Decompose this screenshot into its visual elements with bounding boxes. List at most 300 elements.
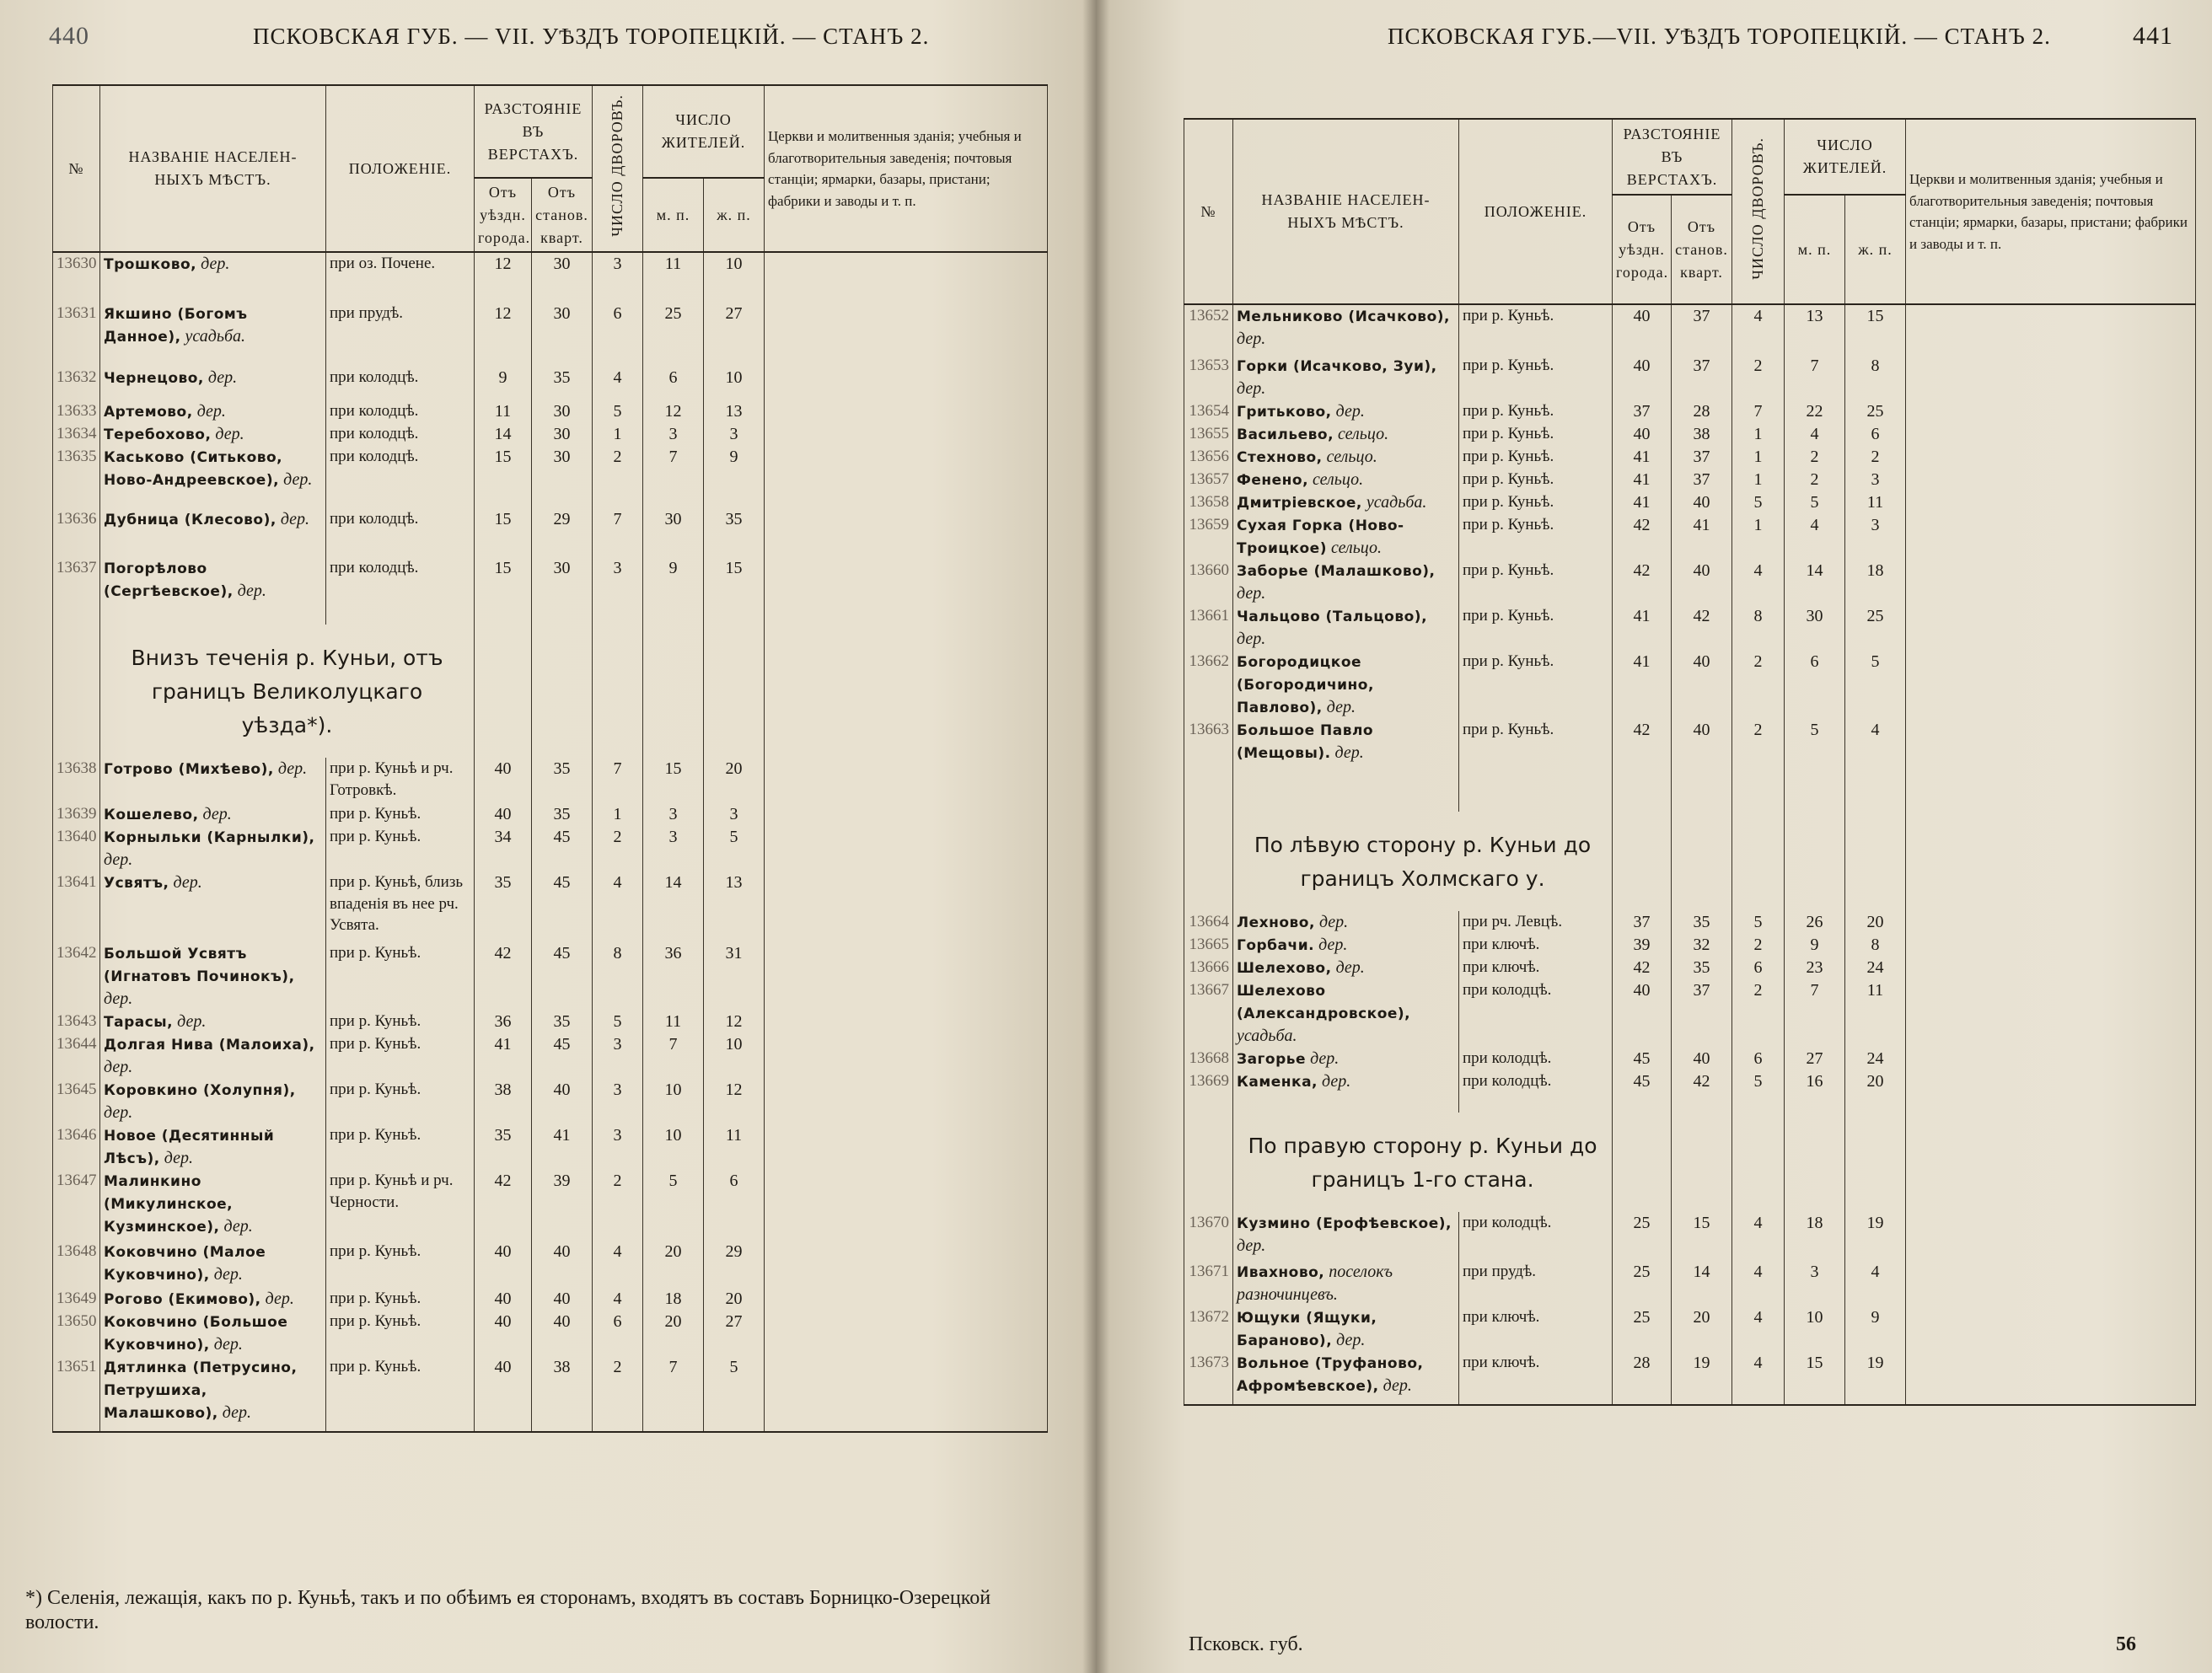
settlement-name-cell — [100, 400, 326, 423]
settlement-name-cell — [1233, 1048, 1459, 1070]
households-count: 6 — [593, 303, 643, 367]
section-empty-cell — [704, 625, 765, 758]
right-settlements-table — [1184, 118, 2196, 1406]
section-empty-cell — [1845, 1113, 1906, 1212]
left-page — [0, 0, 1096, 1673]
section-number-cell — [1184, 812, 1233, 911]
distance-town: 45 — [1613, 1048, 1672, 1070]
female-count: 11 — [1845, 979, 1906, 1048]
distance-town: 40 — [475, 803, 532, 826]
table-filler-row — [53, 1424, 1048, 1432]
settlement-type: дер. — [222, 1403, 251, 1422]
female-count: 3 — [704, 803, 765, 826]
table-row — [1184, 934, 2196, 957]
distance-town: 42 — [1613, 514, 1672, 560]
row-number: 13644 — [53, 1033, 100, 1079]
settlement-name-cell — [100, 1011, 326, 1033]
settlement-type: дер. — [1336, 1331, 1366, 1349]
position: при р. Куньѣ. — [326, 1011, 475, 1033]
left-page-title: ПСКОВСКАЯ ГУБ. — VII. УѢЗДЪ ТОРОПЕЦКІЙ. — СТАНЪ 2. — [253, 24, 930, 49]
position: при р. Куньѣ. — [1459, 491, 1613, 514]
settlement-type: дер. — [283, 470, 313, 489]
male-count: 12 — [643, 400, 704, 423]
settlement-name-cell — [100, 803, 326, 826]
distance-station: 35 — [532, 758, 593, 803]
section-empty-cell — [1732, 1113, 1785, 1212]
position: при колодцѣ. — [326, 400, 475, 423]
distance-town: 36 — [475, 1011, 532, 1033]
position: при колодцѣ. — [326, 367, 475, 400]
notes-cell — [765, 367, 1048, 400]
settlement-type: дер. — [265, 1290, 294, 1308]
table-row — [53, 367, 1048, 400]
settlement-name: Погорѣлово (Сергѣевское), — [104, 560, 234, 600]
section-empty-cell — [1613, 1113, 1672, 1212]
distance-town: 35 — [475, 1124, 532, 1170]
settlement-name: Шелехово (Александровское), — [1237, 983, 1411, 1022]
section-empty-cell — [1785, 1113, 1845, 1212]
female-count: 18 — [1845, 560, 1906, 605]
settlement-type: сельцо. — [1338, 425, 1389, 443]
female-count: 6 — [1845, 423, 1906, 446]
distance-town: 15 — [475, 508, 532, 557]
notes-cell — [1906, 911, 2196, 934]
book-spine-shadow — [1082, 0, 1109, 1673]
settlement-type: дер. — [1237, 330, 1266, 348]
households-count: 6 — [1732, 957, 1785, 979]
settlement-type: поселокъ разночинцевъ. — [1237, 1263, 1393, 1304]
settlement-name-cell — [1233, 400, 1459, 423]
distance-station: 35 — [1672, 957, 1732, 979]
female-count: 13 — [704, 400, 765, 423]
notes-cell — [1906, 934, 2196, 957]
position: при р. Куньѣ. — [326, 1079, 475, 1124]
male-count: 30 — [643, 508, 704, 557]
distance-town: 12 — [475, 252, 532, 303]
filler-cell — [593, 1424, 643, 1432]
settlement-name: Корныльки (Карнылки), — [104, 829, 315, 846]
position: при колодцѣ. — [326, 508, 475, 557]
section-heading: Внизъ теченія р. Куньи, отъ границъ Великолуцкаго уѣзда*). — [100, 625, 475, 758]
right-footer-right: 56 — [2116, 1633, 2136, 1655]
male-count: 20 — [643, 1311, 704, 1356]
households-count: 6 — [1732, 1048, 1785, 1070]
distance-station: 35 — [532, 367, 593, 400]
section-heading-row — [1184, 812, 2196, 911]
male-count: 36 — [643, 942, 704, 1011]
position: при р. Куньѣ. — [1459, 719, 1613, 812]
col-header-name: НАЗВАНІЕ НАСЕЛЕН- НЫХЪ МѢСТЪ. — [1233, 119, 1459, 304]
distance-station: 35 — [1672, 911, 1732, 934]
col-header-number: № — [1184, 119, 1233, 304]
position: при р. Куньѣ. — [326, 1311, 475, 1356]
male-count: 5 — [1785, 719, 1845, 812]
settlement-name: Фенено, — [1237, 472, 1309, 489]
col-header-households — [1732, 119, 1785, 304]
male-count: 11 — [643, 252, 704, 303]
section-empty-cell — [765, 625, 1048, 758]
notes-cell — [765, 557, 1048, 625]
households-count: 4 — [1732, 304, 1785, 355]
table-row — [1184, 1261, 2196, 1306]
female-count: 2 — [1845, 446, 1906, 469]
settlement-name-cell — [100, 423, 326, 446]
settlement-name-cell — [1233, 911, 1459, 934]
male-count: 9 — [1785, 934, 1845, 957]
settlement-name-cell — [100, 826, 326, 871]
settlement-name-cell — [100, 1311, 326, 1356]
settlement-name: Дятлинка (Петрусино, Петрушиха, Малашково), — [104, 1359, 298, 1422]
households-count: 8 — [1732, 605, 1785, 651]
male-count: 7 — [643, 1033, 704, 1079]
male-count: 6 — [643, 367, 704, 400]
male-count: 30 — [1785, 605, 1845, 651]
female-count: 3 — [1845, 514, 1906, 560]
section-heading-row — [1184, 1113, 2196, 1212]
row-number: 13662 — [1184, 651, 1233, 719]
settlement-name-cell — [100, 367, 326, 400]
female-count: 27 — [704, 303, 765, 367]
row-number: 13638 — [53, 758, 100, 803]
households-count: 2 — [593, 826, 643, 871]
notes-cell — [765, 1241, 1048, 1288]
settlement-type: усадьба. — [1366, 493, 1427, 512]
section-heading: По лѣвую сторону р. Куньи до границъ Холмскаго у. — [1233, 812, 1613, 911]
distance-station: 40 — [1672, 491, 1732, 514]
row-number: 13645 — [53, 1079, 100, 1124]
section-empty-cell — [593, 625, 643, 758]
position: при прудѣ. — [326, 303, 475, 367]
position: при р. Куньѣ. — [1459, 446, 1613, 469]
right-page-number: 441 — [2133, 22, 2173, 50]
settlement-name: Якшино (Богомъ Данное), — [104, 306, 248, 346]
row-number: 13670 — [1184, 1212, 1233, 1261]
filler-cell — [1672, 1397, 1732, 1405]
settlement-name: Сухая Горка (Ново-Троицкое) — [1237, 517, 1404, 557]
settlement-name: Ющуки (Ящуки, Бараново), — [1237, 1310, 1377, 1349]
households-count: 2 — [593, 446, 643, 508]
position: при р. Куньѣ. — [326, 1241, 475, 1288]
position: при р. Куньѣ и рч. Черности. — [326, 1170, 475, 1241]
distance-town: 41 — [1613, 491, 1672, 514]
settlement-name: Шелехово, — [1237, 960, 1332, 977]
row-number: 13654 — [1184, 400, 1233, 423]
female-count: 25 — [1845, 605, 1906, 651]
households-count: 3 — [593, 1079, 643, 1124]
settlement-name-cell — [1233, 446, 1459, 469]
settlement-name: Трошково, — [104, 256, 197, 273]
settlement-type: дер. — [1318, 936, 1348, 954]
settlement-type: дер. — [104, 1058, 133, 1076]
distance-town: 40 — [1613, 355, 1672, 400]
female-count: 6 — [704, 1170, 765, 1241]
settlement-name-cell — [100, 1241, 326, 1288]
households-count: 1 — [593, 423, 643, 446]
table-row — [1184, 1352, 2196, 1397]
households-count: 2 — [1732, 355, 1785, 400]
settlement-name-cell — [1233, 934, 1459, 957]
section-empty-cell — [1906, 812, 2196, 911]
female-count: 25 — [1845, 400, 1906, 423]
distance-town: 12 — [475, 303, 532, 367]
distance-town: 34 — [475, 826, 532, 871]
distance-town: 42 — [1613, 560, 1672, 605]
position: при р. Куньѣ, близь впаденія въ нее рч. Усвята. — [326, 871, 475, 942]
households-count: 1 — [1732, 469, 1785, 491]
section-empty-cell — [475, 625, 532, 758]
households-count: 2 — [593, 1356, 643, 1424]
distance-station: 19 — [1672, 1352, 1732, 1397]
position: при колодцѣ. — [1459, 979, 1613, 1048]
distance-town: 9 — [475, 367, 532, 400]
row-number: 13669 — [1184, 1070, 1233, 1113]
row-number: 13666 — [1184, 957, 1233, 979]
filler-cell — [1184, 1397, 1233, 1405]
col-header-distance: РАЗСТОЯНІЕ ВЪ ВЕРСТАХЪ. — [475, 85, 593, 178]
distance-station: 45 — [532, 942, 593, 1011]
households-count: 4 — [1732, 1261, 1785, 1306]
distance-station: 37 — [1672, 469, 1732, 491]
male-count: 14 — [1785, 560, 1845, 605]
position: при р. Куньѣ. — [1459, 304, 1613, 355]
table-row — [1184, 355, 2196, 400]
position: при колодцѣ. — [1459, 1070, 1613, 1113]
row-number: 13636 — [53, 508, 100, 557]
settlement-name: Вольное (Труфаново, Афромѣевское), — [1237, 1355, 1424, 1395]
table-row — [53, 508, 1048, 557]
position: при р. Куньѣ. — [326, 1124, 475, 1170]
households-count: 5 — [1732, 911, 1785, 934]
settlement-type: дер. — [223, 1217, 253, 1236]
settlement-name: Усвятъ, — [104, 875, 169, 892]
settlement-name-cell — [100, 1124, 326, 1170]
households-count: 3 — [593, 1033, 643, 1079]
col-header-female: ж. п. — [1845, 195, 1906, 304]
notes-cell — [765, 508, 1048, 557]
settlement-name: Каськово (Ситьково, Ново-Андреевское), — [104, 449, 283, 489]
male-count: 15 — [1785, 1352, 1845, 1397]
settlement-name-cell — [100, 508, 326, 557]
notes-cell — [765, 942, 1048, 1011]
female-count: 3 — [1845, 469, 1906, 491]
row-number: 13661 — [1184, 605, 1233, 651]
settlement-name: Ивахново, — [1237, 1264, 1325, 1281]
settlement-name: Большой Усвятъ (Игнатовъ Починокъ), — [104, 946, 295, 985]
settlement-type: сельцо. — [1313, 470, 1364, 489]
male-count: 22 — [1785, 400, 1845, 423]
row-number: 13657 — [1184, 469, 1233, 491]
row-number: 13664 — [1184, 911, 1233, 934]
distance-station: 40 — [1672, 651, 1732, 719]
settlement-name: Кузмино (Ерофѣевское), — [1237, 1215, 1452, 1232]
table-row — [53, 1170, 1048, 1241]
female-count: 15 — [1845, 304, 1906, 355]
row-number: 13668 — [1184, 1048, 1233, 1070]
male-count: 3 — [643, 423, 704, 446]
households-count: 4 — [593, 367, 643, 400]
male-count: 23 — [1785, 957, 1845, 979]
distance-station: 40 — [532, 1288, 593, 1311]
filler-cell — [1732, 1397, 1785, 1405]
row-number: 13649 — [53, 1288, 100, 1311]
position: при р. Куньѣ. — [1459, 560, 1613, 605]
female-count: 4 — [1845, 1261, 1906, 1306]
distance-town: 41 — [1613, 605, 1672, 651]
table-row — [1184, 491, 2196, 514]
settlement-name-cell — [1233, 469, 1459, 491]
row-number: 13635 — [53, 446, 100, 508]
settlement-name: Большое Павло (Мещовы). — [1237, 722, 1374, 762]
distance-town: 14 — [475, 423, 532, 446]
notes-cell — [1906, 605, 2196, 651]
male-count: 27 — [1785, 1048, 1845, 1070]
row-number: 13647 — [53, 1170, 100, 1241]
table-row — [53, 826, 1048, 871]
section-empty-cell — [1785, 812, 1845, 911]
section-empty-cell — [1845, 812, 1906, 911]
left-settlements-table — [52, 84, 1048, 1433]
households-count: 1 — [1732, 514, 1785, 560]
position: при ключѣ. — [1459, 957, 1613, 979]
notes-cell — [1906, 400, 2196, 423]
left-page-number: 440 — [49, 22, 89, 50]
households-count: 7 — [593, 758, 643, 803]
row-number: 13663 — [1184, 719, 1233, 812]
settlement-type: дер. — [1326, 698, 1356, 716]
distance-town: 37 — [1613, 400, 1672, 423]
distance-station: 29 — [532, 508, 593, 557]
filler-cell — [1906, 1397, 2196, 1405]
notes-cell — [765, 1011, 1048, 1033]
settlement-name-cell — [1233, 514, 1459, 560]
male-count: 5 — [1785, 491, 1845, 514]
settlement-type: сельцо. — [1326, 448, 1377, 466]
col-header-dist-station: Отъ станов. кварт. — [1672, 195, 1732, 304]
distance-station: 41 — [1672, 514, 1732, 560]
settlement-name: Горбачи. — [1237, 937, 1315, 954]
distance-town: 28 — [1613, 1352, 1672, 1397]
notes-cell — [1906, 957, 2196, 979]
position: при колодцѣ. — [326, 557, 475, 625]
settlement-type: усадьба. — [185, 327, 246, 346]
female-count: 5 — [704, 826, 765, 871]
section-empty-cell — [1906, 1113, 2196, 1212]
settlement-name-cell — [1233, 1352, 1459, 1397]
settlement-type: дер. — [104, 1103, 133, 1122]
settlement-type: дер. — [164, 1149, 193, 1167]
distance-town: 38 — [475, 1079, 532, 1124]
notes-cell — [765, 446, 1048, 508]
position: при р. Куньѣ. — [326, 803, 475, 826]
notes-cell — [1906, 1306, 2196, 1352]
table-row — [1184, 400, 2196, 423]
row-number: 13655 — [1184, 423, 1233, 446]
settlement-name-cell — [100, 758, 326, 803]
female-count: 5 — [1845, 651, 1906, 719]
table-row — [1184, 514, 2196, 560]
households-count: 6 — [593, 1311, 643, 1356]
female-count: 20 — [704, 1288, 765, 1311]
settlement-type: сельцо. — [1330, 539, 1382, 557]
households-count: 4 — [593, 1288, 643, 1311]
households-count: 3 — [593, 252, 643, 303]
distance-station: 28 — [1672, 400, 1732, 423]
distance-town: 25 — [1613, 1306, 1672, 1352]
notes-cell — [1906, 423, 2196, 446]
settlement-name-cell — [100, 1079, 326, 1124]
female-count: 9 — [1845, 1306, 1906, 1352]
notes-cell — [1906, 560, 2196, 605]
filler-cell — [765, 1424, 1048, 1432]
male-count: 14 — [643, 871, 704, 942]
female-count: 11 — [1845, 491, 1906, 514]
distance-town: 40 — [475, 1356, 532, 1424]
households-count: 2 — [1732, 719, 1785, 812]
row-number: 13642 — [53, 942, 100, 1011]
notes-cell — [765, 871, 1048, 942]
notes-cell — [765, 803, 1048, 826]
position: при колодцѣ. — [1459, 1212, 1613, 1261]
position: при оз. Почене. — [326, 252, 475, 303]
table-row — [1184, 423, 2196, 446]
distance-town: 42 — [1613, 957, 1672, 979]
position: при р. Куньѣ. — [1459, 423, 1613, 446]
notes-cell — [765, 252, 1048, 303]
notes-cell — [1906, 355, 2196, 400]
col-header-dist-town: Отъ уѣздн. города. — [475, 178, 532, 252]
position: при р. Куньѣ. — [1459, 355, 1613, 400]
distance-station: 14 — [1672, 1261, 1732, 1306]
notes-cell — [765, 758, 1048, 803]
col-header-male: м. п. — [643, 178, 704, 252]
male-count: 26 — [1785, 911, 1845, 934]
female-count: 8 — [1845, 355, 1906, 400]
female-count: 11 — [704, 1124, 765, 1170]
distance-town: 25 — [1613, 1261, 1672, 1306]
distance-town: 40 — [475, 1241, 532, 1288]
female-count: 31 — [704, 942, 765, 1011]
female-count: 13 — [704, 871, 765, 942]
households-count: 5 — [593, 1011, 643, 1033]
col-header-households — [593, 85, 643, 252]
male-count: 11 — [643, 1011, 704, 1033]
row-number: 13631 — [53, 303, 100, 367]
row-number: 13658 — [1184, 491, 1233, 514]
settlement-type: дер. — [213, 1335, 243, 1354]
settlement-name-cell — [1233, 560, 1459, 605]
table-row — [53, 1011, 1048, 1033]
row-number: 13648 — [53, 1241, 100, 1288]
filler-cell — [53, 1424, 100, 1432]
settlement-name-cell — [100, 1170, 326, 1241]
distance-station: 30 — [532, 400, 593, 423]
settlement-type: дер. — [1335, 958, 1365, 977]
notes-cell — [1906, 1261, 2196, 1306]
settlement-type: дер. — [1237, 584, 1266, 603]
position: при р. Куньѣ. — [1459, 400, 1613, 423]
notes-cell — [1906, 1212, 2196, 1261]
left-footnote: *) Селенія, лежащія, какъ по р. Куньѣ, такъ и по обѣимъ ея сторонамъ, входятъ въ составъ Борницко-Озерецкой волости. — [25, 1587, 991, 1633]
settlement-name-cell — [100, 1356, 326, 1424]
section-heading: По правую сторону р. Куньи до границъ 1-го стана. — [1233, 1113, 1613, 1212]
notes-cell — [1906, 979, 2196, 1048]
row-number: 13650 — [53, 1311, 100, 1356]
female-count: 12 — [704, 1079, 765, 1124]
filler-cell — [475, 1424, 532, 1432]
female-count: 10 — [704, 367, 765, 400]
position: при колодцѣ. — [1459, 1048, 1613, 1070]
female-count: 10 — [704, 1033, 765, 1079]
